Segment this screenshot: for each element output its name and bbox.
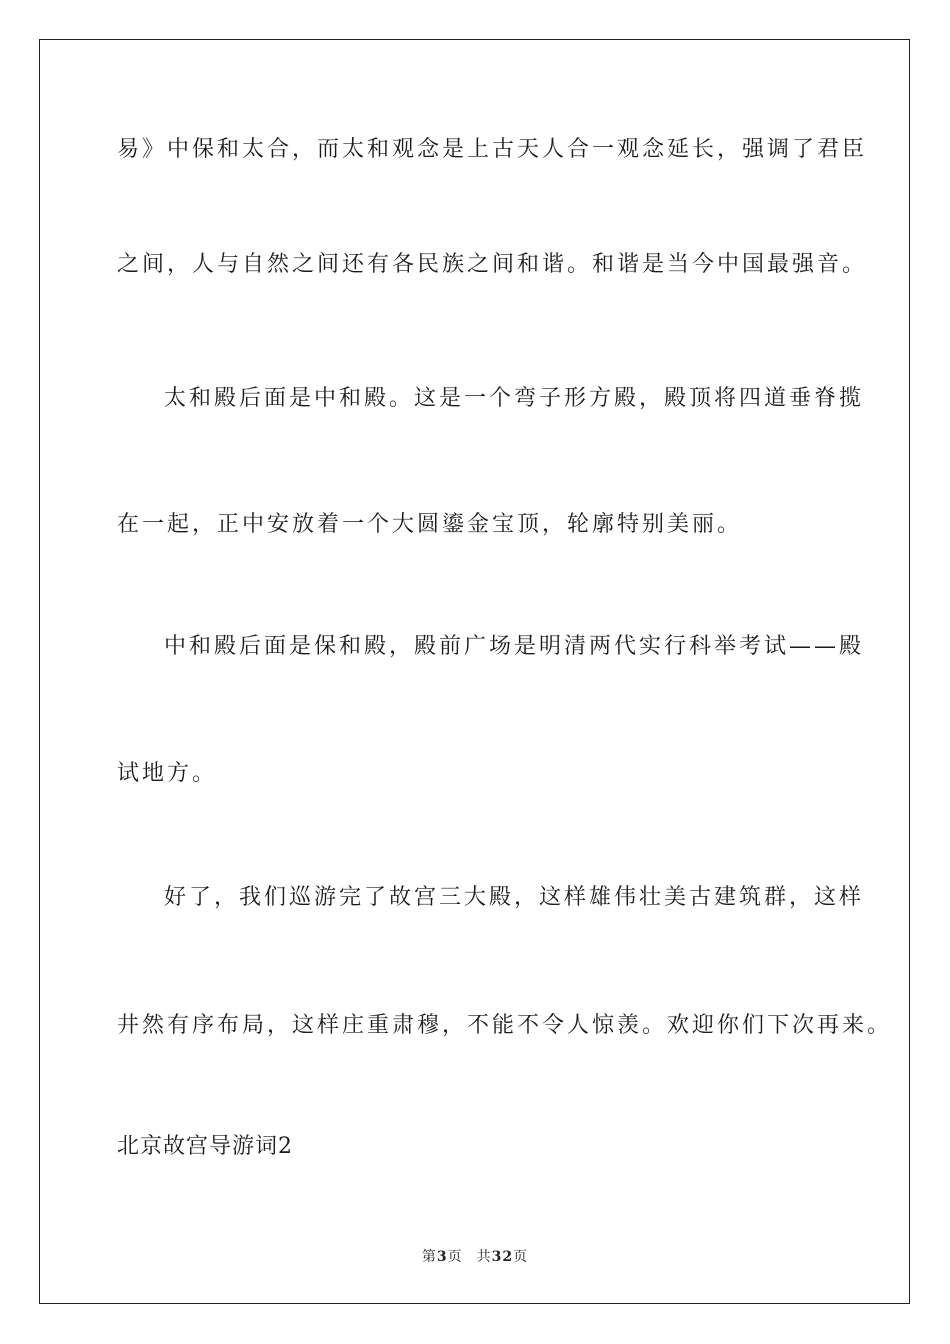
section-heading: 北京故宫导游词2 xyxy=(117,1134,293,1159)
current-page-number: 3 xyxy=(436,1249,448,1265)
paragraph-first-line: 太和殿后面是中和殿。这是一个弯子形方殿，殿顶将四道垂脊揽 xyxy=(164,386,865,411)
body-text-line: 试地方。 xyxy=(117,761,218,786)
paragraph-first-line: 中和殿后面是保和殿，殿前广场是明清两代实行科举考试——殿 xyxy=(164,634,865,659)
paragraph-first-line: 好了，我们巡游完了故宫三大殿，这样雄伟壮美古建筑群，这样 xyxy=(164,885,865,910)
body-text-line: 井然有序布局，这样庄重肃穆，不能不令人惊羡。欢迎你们下次再来。 xyxy=(117,1013,893,1038)
page-footer xyxy=(0,1248,950,1266)
body-text-line: 在一起，正中安放着一个大圆鎏金宝顶，轮廓特别美丽。 xyxy=(117,512,743,537)
body-text-line: 之间，人与自然之间还有各民族之间和谐。和谐是当今中国最强音。 xyxy=(117,252,868,277)
total-label-suffix: 页 xyxy=(513,1249,529,1265)
page-label-prefix: 第 xyxy=(421,1249,437,1265)
page-border xyxy=(39,39,910,1304)
total-label-prefix: 共 xyxy=(476,1249,492,1265)
page-label-suffix: 页 xyxy=(447,1249,463,1265)
body-text-line: 易》中保和太合，而太和观念是上古天人合一观念延长，强调了君臣 xyxy=(117,137,868,162)
total-page-count: 32 xyxy=(491,1249,514,1265)
